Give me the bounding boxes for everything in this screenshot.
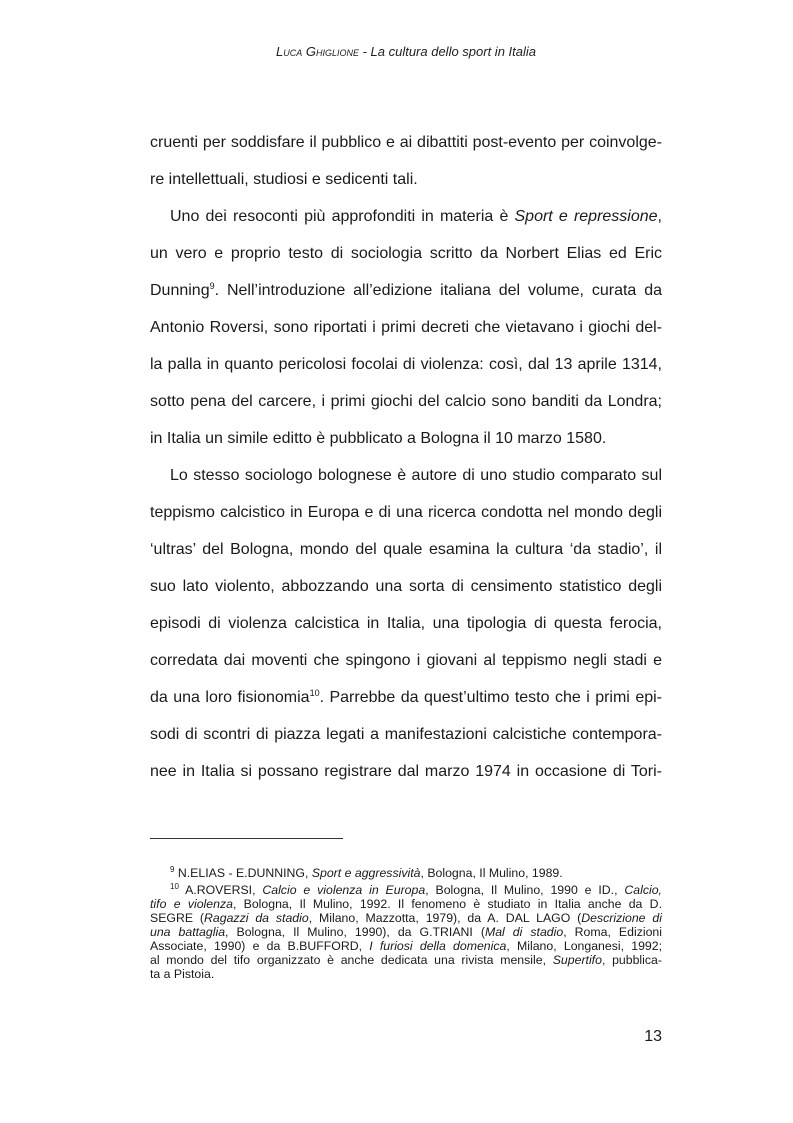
text-line [150, 762, 662, 782]
footnote-ref[interactable]: 10 [309, 688, 320, 698]
text-span: sodi di scontri di piazza legati a manifestazioni calcistiche contempora- [150, 726, 662, 743]
text-span: , Bologna, Il Mulino, 1992. Il fenomeno è studiato in Italia anche da D. [232, 897, 662, 911]
footnote-number: 10 [170, 882, 179, 891]
text-line [150, 207, 662, 227]
text-line [150, 540, 662, 560]
text-line [150, 651, 662, 671]
footnote-divider [150, 838, 343, 839]
text-span: , Bologna, Il Mulino, 1990), da G.TRIANI ( [225, 925, 485, 939]
text-line [150, 318, 662, 338]
text-span: un vero e proprio testo di sociologia scritto da Norbert Elias ed Eric [150, 245, 662, 262]
book-title: Supertifo [552, 953, 602, 967]
text-line [150, 466, 662, 486]
text-span: . Nell’introduzione all’edizione italiana del volume, curata da [214, 282, 662, 299]
text-span: teppismo calcistico in Europa e di una ricerca condotta nel mondo degli [150, 504, 662, 521]
text-line [150, 614, 662, 634]
book-title: Sport e aggressività [311, 866, 421, 880]
footnote-line [150, 939, 662, 953]
text-span: corredata dai moventi che spingono i giovani al teppismo negli stadi e [150, 652, 662, 669]
running-header [150, 44, 662, 59]
text-span: , Milano, Longanesi, 1992; [506, 939, 663, 953]
header-author: Luca Ghiglione [275, 44, 359, 59]
text-span: . Parrebbe da quest’ultimo testo che i primi epi- [319, 689, 662, 706]
book-title: Ragazzi da stadio [204, 911, 309, 925]
footnote-number: 9 [170, 865, 175, 874]
footnote-line [150, 925, 662, 939]
text-span: suo lato violento, abbozzando una sorta di censimento statistico degli [150, 578, 662, 595]
book-title: Descrizione di [581, 911, 662, 925]
text-line [150, 503, 662, 523]
text-span: re intellettuali, studiosi e sedicenti tali. [150, 171, 418, 188]
footnote-10 [150, 883, 662, 897]
text-line [150, 133, 662, 153]
text-span: , Bologna, Il Mulino, 1990 e ID., [425, 883, 625, 897]
text-line [150, 577, 662, 597]
footnote-line [150, 967, 662, 981]
text-span: episodi di violenza calcistica in Italia, una tipologia di questa ferocia, [150, 615, 662, 632]
text-span: nee in Italia si possano registrare dal marzo 1974 in occasione di Tori- [150, 763, 662, 780]
text-span: Dunning [150, 282, 210, 299]
book-title: una battaglia [150, 925, 226, 939]
text-span: , pubblica- [601, 953, 662, 967]
book-title: I furiosi della domenica [369, 939, 507, 953]
text-span: Associate, 1990) e da B.BUFFORD, [150, 939, 370, 953]
text-span: Uno dei resoconti più approfonditi in materia è [170, 208, 515, 225]
text-span: da una loro fisionomia [150, 689, 310, 706]
text-span: Antonio Roversi, sono riportati i primi decreti che vietavano i giochi del- [150, 319, 662, 336]
text-line [150, 170, 662, 190]
book-title: Mal di stadio [484, 925, 564, 939]
text-span: in Italia un simile editto è pubblicato a Bologna il 10 marzo 1580. [150, 430, 607, 447]
text-span: sotto pena del carcere, i primi giochi del calcio sono banditi da Londra; [150, 393, 662, 410]
book-title: tifo e violenza [150, 897, 233, 911]
text-span: , Milano, Mazzotta, 1979), da A. DAL LAGO ( [308, 911, 582, 925]
footnote-line [150, 897, 662, 911]
page-number: 13 [644, 1028, 662, 1045]
text-line [150, 355, 662, 375]
text-span: A.ROVERSI, [178, 883, 263, 897]
text-span: ‘ultras’ del Bologna, mondo del quale esamina la cultura ‘da stadio’, il [150, 541, 662, 558]
text-span: SEGRE ( [150, 911, 205, 925]
book-title: Calcio, [624, 883, 662, 897]
book-title: Sport e repressione [514, 208, 658, 225]
text-span: al mondo del tifo organizzato è anche dedicata una rivista mensile, [150, 953, 553, 967]
footnote-ref[interactable]: 9 [209, 281, 215, 291]
text-span: ta a Pistoia. [150, 967, 215, 981]
header-title: La cultura dello sport in Italia [370, 44, 536, 59]
text-span: , Bologna, Il Mulino, 1989. [420, 866, 563, 880]
text-line [150, 392, 662, 412]
footnote-line [150, 911, 662, 925]
text-span: Lo stesso sociologo bolognese è autore di uno studio comparato sul [170, 467, 662, 484]
book-title: Calcio e violenza in Europa [262, 883, 426, 897]
text-line [150, 281, 662, 301]
text-span: N.ELIAS - E.DUNNING, [174, 866, 312, 880]
text-span: cruenti per soddisfare il pubblico e ai dibattiti post-evento per coinvolge- [150, 134, 662, 151]
footnote-line [150, 953, 662, 967]
footnote-9 [150, 866, 662, 880]
text-line [150, 725, 662, 745]
text-line [150, 244, 662, 264]
text-line [150, 429, 662, 449]
text-span: , [657, 208, 662, 225]
header-separator: - [358, 44, 371, 59]
text-line [150, 688, 662, 708]
text-span: la palla in quanto pericolosi focolai di violenza: così, dal 13 aprile 1314, [150, 356, 662, 373]
text-span: , Roma, Edizioni [563, 925, 662, 939]
